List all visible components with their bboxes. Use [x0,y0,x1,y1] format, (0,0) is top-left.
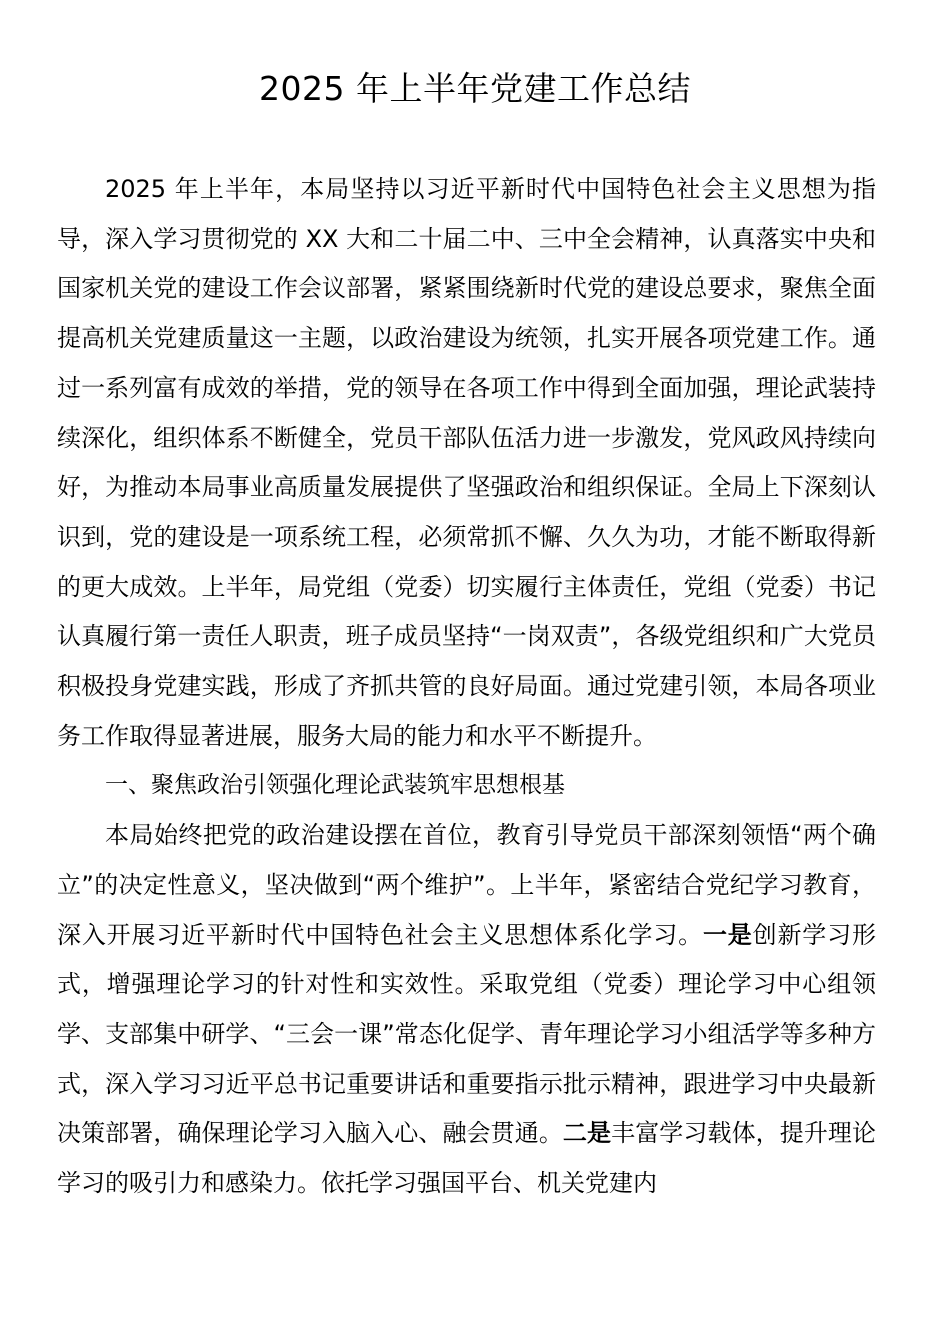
intro-paragraph: 2025 年上半年，本局坚持以习近平新时代中国特色社会主义思想为指导，深入学习贯彻党的 XX 大和二十届二中、三中全会精神，认真落实中央和国家机关党的建设工作会议部署，紧紧围绕新时代党的建设总要求，聚焦全面提高机关党建质量这一主题，以政治建设为统领，扎实开展各项党建工作。通过一系列富有成效的举措，党的领导在各项工作中得到全面加强，理论武装持续深化，组织体系不断健全，党员干部队伍活力进一步激发，党风政风持续向好，为推动本局事业高质量发展提供了坚强政治和组织保证。全局上下深刻认识到，党的建设是一项系统工程，必须常抓不懈、久久为功，才能不断取得新的更大成效。上半年，局党组（党委）切实履行主体责任，党组（党委）书记认真履行第一责任人职责，班子成员坚持“一岗双责”，各级党组织和广大党员积极投身党建实践，形成了齐抓共管的良好局面。通过党建引领，本局各项业务工作取得显著进展，服务大局的能力和水平不断提升。 [57,175,876,750]
section-1-heading: 一、聚焦政治引领强化理论武装筑牢思想根基 [105,772,565,799]
section-1-lead-2: 二是 [562,1119,612,1148]
section-1-text-2: 创新学习形式，增强理论学习的针对性和实效性。采取党组（党委）理论学习中心组领学、支部集中研学、“三会一课”常态化促学、青年理论学习小组活学等多种方式，深入学习习近平总书记重要讲话和重要指示批示精神，跟进学习中央最新决策部署，确保理论学习入脑入心、融会贯通。 [57,920,876,1148]
section-1-lead-1: 一是 [702,920,753,949]
document-body [57,165,876,1209]
section-1-text-3: 丰富学习载体，提升理论学习的吸引力和感染力。依托学习强国平台、机关党建内 [57,1119,877,1198]
section-1-text-1: 本局始终把党的政治建设摆在首位，教育引导党员干部深刻领悟“两个确立”的决定性意义，坚决做到“两个维护”。上半年，紧密结合党纪学习教育，深入开展习近平新时代中国特色社会主义思想体系化学习。 [57,821,876,949]
section-1-paragraph [57,811,876,1209]
document-title: 2025 年上半年党建工作总结 [259,69,691,108]
